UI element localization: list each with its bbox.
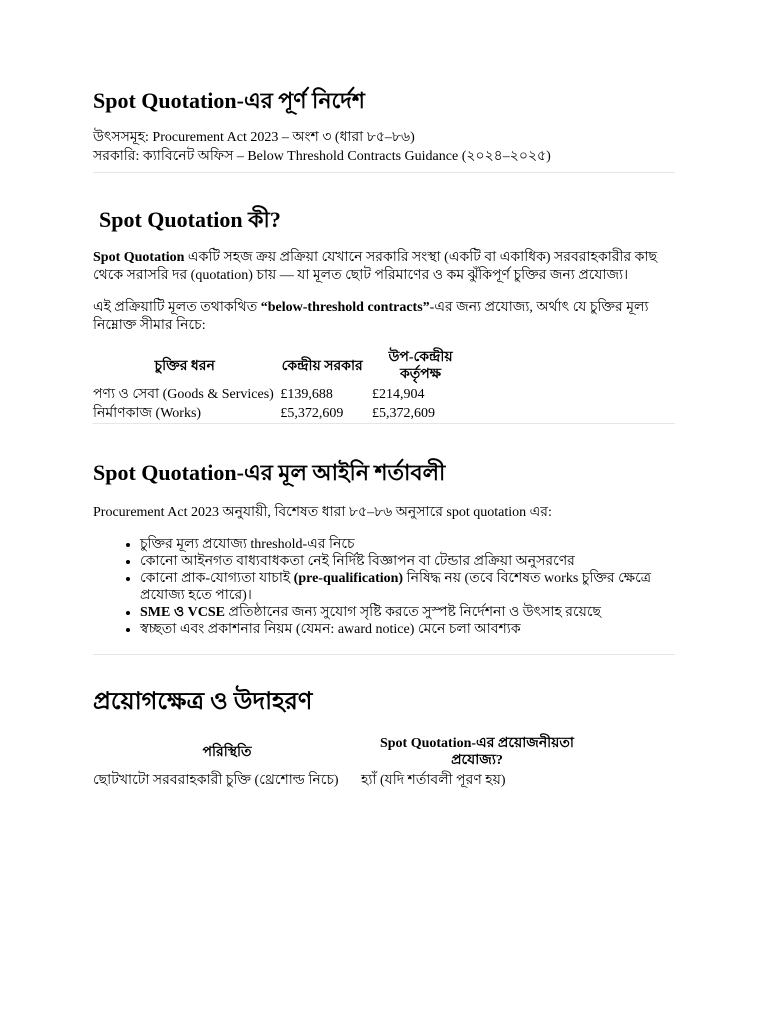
section-heading-rules: Spot Quotation-এর মূল আইনি শর্তাবলী (93, 460, 446, 485)
source-block (93, 128, 675, 166)
section-heading-what: Spot Quotation কী? (99, 207, 281, 232)
table-row (93, 771, 593, 790)
source-line-1 (93, 128, 675, 147)
source-line-2 (93, 147, 675, 166)
table-cell: হ্যাঁ (যদি শর্তাবলী পূরণ হয়) (361, 773, 506, 788)
list-item (140, 536, 675, 553)
table-row (93, 404, 473, 423)
table-cell: £139,688 (280, 387, 333, 402)
list-text: প্রতিষ্ঠানের জন্য সুযোগ সৃষ্টি করতে সুস্পষ্ট নির্দেশনা ও উৎসাহ রয়েছে (225, 605, 601, 620)
source-text-2: ক্যাবিনেট অফিস – Below Threshold Contracts Guidance (২০২৪–২০২৫) (142, 149, 551, 164)
table-header: Spot Quotation-এর প্রয়োজনীয়তা প্রযোজ্য? (379, 736, 574, 768)
table-cell: £5,372,609 (280, 406, 344, 421)
table-cell: নির্মাণকাজ (Works) (93, 406, 202, 421)
threshold-table (93, 347, 473, 423)
source-text: Procurement Act 2023 – অংশ ৩ (ধারা ৮৫–৮৬) (152, 130, 415, 145)
list-term: SME ও VCSE (140, 605, 225, 620)
rules-list (93, 536, 675, 638)
list-item (140, 553, 675, 570)
source-label-2: সরকারি: (93, 149, 140, 164)
table-cell: £5,372,609 (372, 406, 436, 421)
page-title: Spot Quotation-এর পূর্ণ নির্দেশ (93, 88, 365, 113)
table-cell: পণ্য ও সেবা (Goods & Services) (93, 387, 274, 402)
list-item (140, 604, 675, 621)
term-spot-quotation: Spot Quotation (93, 250, 185, 265)
table-header-row (93, 347, 473, 385)
table-cell: ছোটখাটো সরবরাহকারী চুক্তি (থ্রেশোল্ড নিচে) (93, 773, 339, 788)
divider (93, 172, 675, 173)
table-header: কেন্দ্রীয় সরকার (281, 358, 363, 374)
list-text: নিষিদ্ধ নয় (তবে বিশেষত works চুক্তির ক্ষেত্রে প্রযোজ্য হতে পারে)। (140, 571, 652, 603)
list-text: চুক্তির মূল্য প্রযোজ্য threshold-এর নিচে (140, 537, 355, 552)
list-term: (pre-qualification) (293, 571, 404, 586)
paragraph-threshold (93, 299, 675, 335)
rules-intro: Procurement Act 2023 অনুযায়ী, বিশেষত ধারা ৮৫–৮৬ অনুসারে spot quotation এর: (93, 505, 552, 520)
divider (93, 654, 675, 655)
threshold-text-pre: এই প্রক্রিয়াটি মূলত তথাকথিত (93, 300, 258, 315)
definition-text: একটি সহজ ক্রয় প্রক্রিয়া যেখানে সরকারি সংস্থা (একটি বা একাধিক) সরবরাহকারীর কাছ থেকে সরাসরি দর (quotation) চায় — যা মূলত ছোট পরিমাণের ও কম ঝুঁকিপূর্ণ চুক্তির জন্য প্রযোজ্য। (93, 250, 658, 283)
threshold-text-post: -এর জন্য প্রযোজ্য, অর্থাৎ যে চুক্তির মূল্য নিম্নোক্ত সীমার নিচে: (93, 300, 649, 333)
divider (93, 423, 675, 424)
threshold-term: “below-threshold contracts” (260, 300, 430, 315)
table-header-row (93, 733, 593, 771)
table-header: উপ-কেন্দ্রীয় কর্তৃপক্ষ (388, 350, 453, 382)
list-text: কোনো আইনগত বাধ্যবাধকতা নেই নির্দিষ্ট বিজ্ঞাপন বা টেন্ডার প্রক্রিয়া অনুসরণের (140, 554, 575, 569)
table-cell: £214,904 (372, 387, 425, 402)
table-header: চুক্তির ধরন (154, 358, 215, 374)
list-item (140, 621, 675, 638)
scope-table (93, 733, 593, 790)
section-heading-scope: প্রয়োগক্ষেত্র ও উদাহরণ (93, 689, 313, 715)
list-text: কোনো প্রাক-যোগ্যতা যাচাই (140, 571, 291, 586)
list-text: স্বচ্ছতা এবং প্রকাশনার নিয়ম (যেমন: award notice) মেনে চলা আবশ্যক (140, 622, 521, 637)
list-item (140, 570, 675, 604)
source-label: উৎসসমূহ: (93, 130, 149, 145)
paragraph-definition (93, 249, 675, 285)
table-header: পরিস্থিতি (202, 744, 252, 760)
table-row (93, 385, 473, 404)
